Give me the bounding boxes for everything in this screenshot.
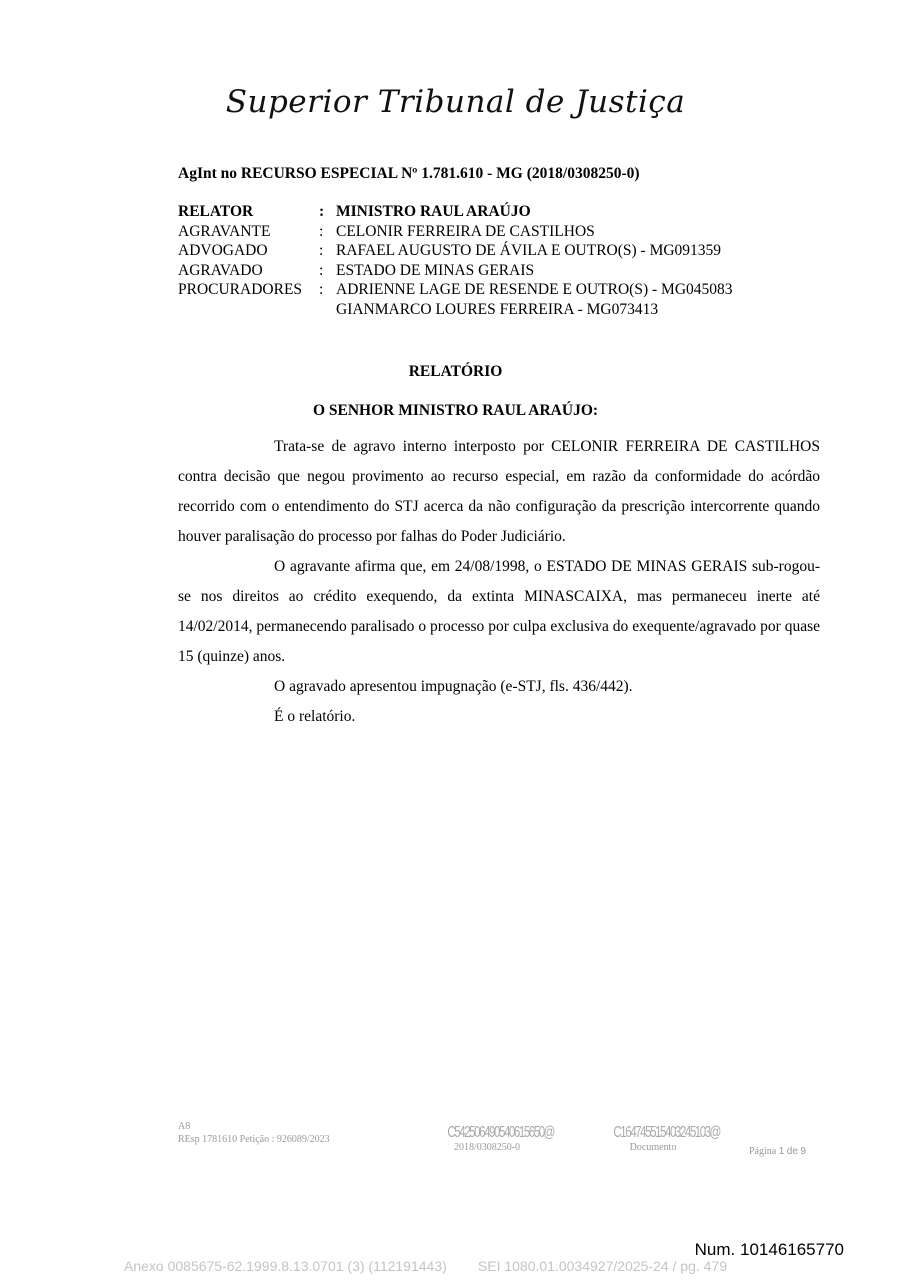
barcode-caption: 2018/0308250-0 xyxy=(453,1142,521,1153)
paragraph: O agravado apresentou impugnação (e-STJ, fls. 436/442). xyxy=(274,678,633,695)
party-name: MINISTRO RAUL ARAÚJO xyxy=(336,203,531,220)
party-colon xyxy=(319,300,336,320)
party-row-procuradores xyxy=(178,280,733,300)
party-row-agravante xyxy=(178,222,733,242)
barcode-glyphs: C164745515403245103@ xyxy=(613,1124,720,1141)
party-row-relator xyxy=(178,202,733,222)
court-logo: Superior Tribunal de Justiça xyxy=(225,84,686,120)
paragraph: O agravante afirma que, em 24/08/1998, o ESTADO DE MINAS GERAIS sub-rogou-se nos direitos ao crédito exequendo, da extinta MINASCAIXA, mas permaneceu inerte até 14/02/2014, permanecendo paralisado o processo por culpa exclusiva do exequente/agravado por quase 15 (quinze) anos. xyxy=(178,558,820,665)
party-name: RAFAEL AUGUSTO DE ÁVILA E OUTRO(S) - MG091359 xyxy=(336,242,722,260)
party-role xyxy=(178,300,319,320)
party-colon: : xyxy=(319,203,325,220)
party-colon: : xyxy=(319,281,324,299)
barcode-document xyxy=(598,1124,720,1153)
num-stamp: Num. 10146165770 xyxy=(694,1240,844,1259)
party-row-agravado xyxy=(178,261,733,281)
footer-code: A8 xyxy=(178,1121,191,1132)
barcode-caption: Documento xyxy=(629,1142,677,1153)
barcode-glyphs: C542506490540615650@ xyxy=(447,1124,554,1141)
section-title: RELATÓRIO xyxy=(408,363,503,380)
party-role: RELATOR xyxy=(178,203,254,220)
party-row-procuradores-cont xyxy=(178,300,733,320)
sei-text: SEI 1080.01.0034927/2025-24 / pg. 479 xyxy=(477,1258,728,1274)
paragraph: É o relatório. xyxy=(274,708,356,725)
report-body xyxy=(178,432,820,732)
footer-petition: REsp 1781610 Petição : 926089/2023 xyxy=(178,1134,330,1145)
party-colon: : xyxy=(319,242,324,260)
footer-info xyxy=(178,1120,330,1146)
party-name: ESTADO DE MINAS GERAIS xyxy=(336,261,535,279)
party-name: CELONIR FERREIRA DE CASTILHOS xyxy=(336,222,595,240)
annex-text: Anexo 0085675-62.1999.8.13.0701 (3) (112191443) xyxy=(124,1258,447,1274)
party-name: GIANMARCO LOURES FERREIRA - MG073413 xyxy=(336,300,659,318)
case-title: AgInt no RECURSO ESPECIAL Nº 1.781.610 - MG (2018/0308250-0) xyxy=(178,165,640,182)
annex-stamp xyxy=(124,1258,727,1274)
parties-table xyxy=(178,202,733,320)
page-of: de xyxy=(786,1146,798,1157)
party-role: AGRAVANTE xyxy=(178,222,271,240)
page-total: 9 xyxy=(800,1146,806,1157)
speaker-heading: O SENHOR MINISTRO RAUL ARAÚJO: xyxy=(312,402,599,419)
party-role: PROCURADORES xyxy=(178,281,303,299)
party-role: AGRAVADO xyxy=(178,261,263,279)
page-label: Página xyxy=(749,1146,777,1157)
party-name: ADRIENNE LAGE DE RESENDE E OUTRO(S) - MG045083 xyxy=(336,281,733,299)
barcode-process xyxy=(432,1124,554,1153)
party-role: ADVOGADO xyxy=(178,242,268,260)
party-row-advogado xyxy=(178,241,733,261)
party-colon: : xyxy=(319,222,324,240)
party-colon: : xyxy=(319,261,324,279)
paragraph: Trata-se de agravo interno interposto por CELONIR FERREIRA DE CASTILHOS contra decisão que negou provimento ao recurso especial, em razão da conformidade do acórdão recorrido com o entendimento do STJ acerca da não configuração da prescrição intercorrente quando houver paralisação do processo por falhas do Poder Judiciário. xyxy=(178,438,820,545)
page-number: 1 xyxy=(778,1146,785,1157)
page-indicator xyxy=(749,1146,806,1157)
